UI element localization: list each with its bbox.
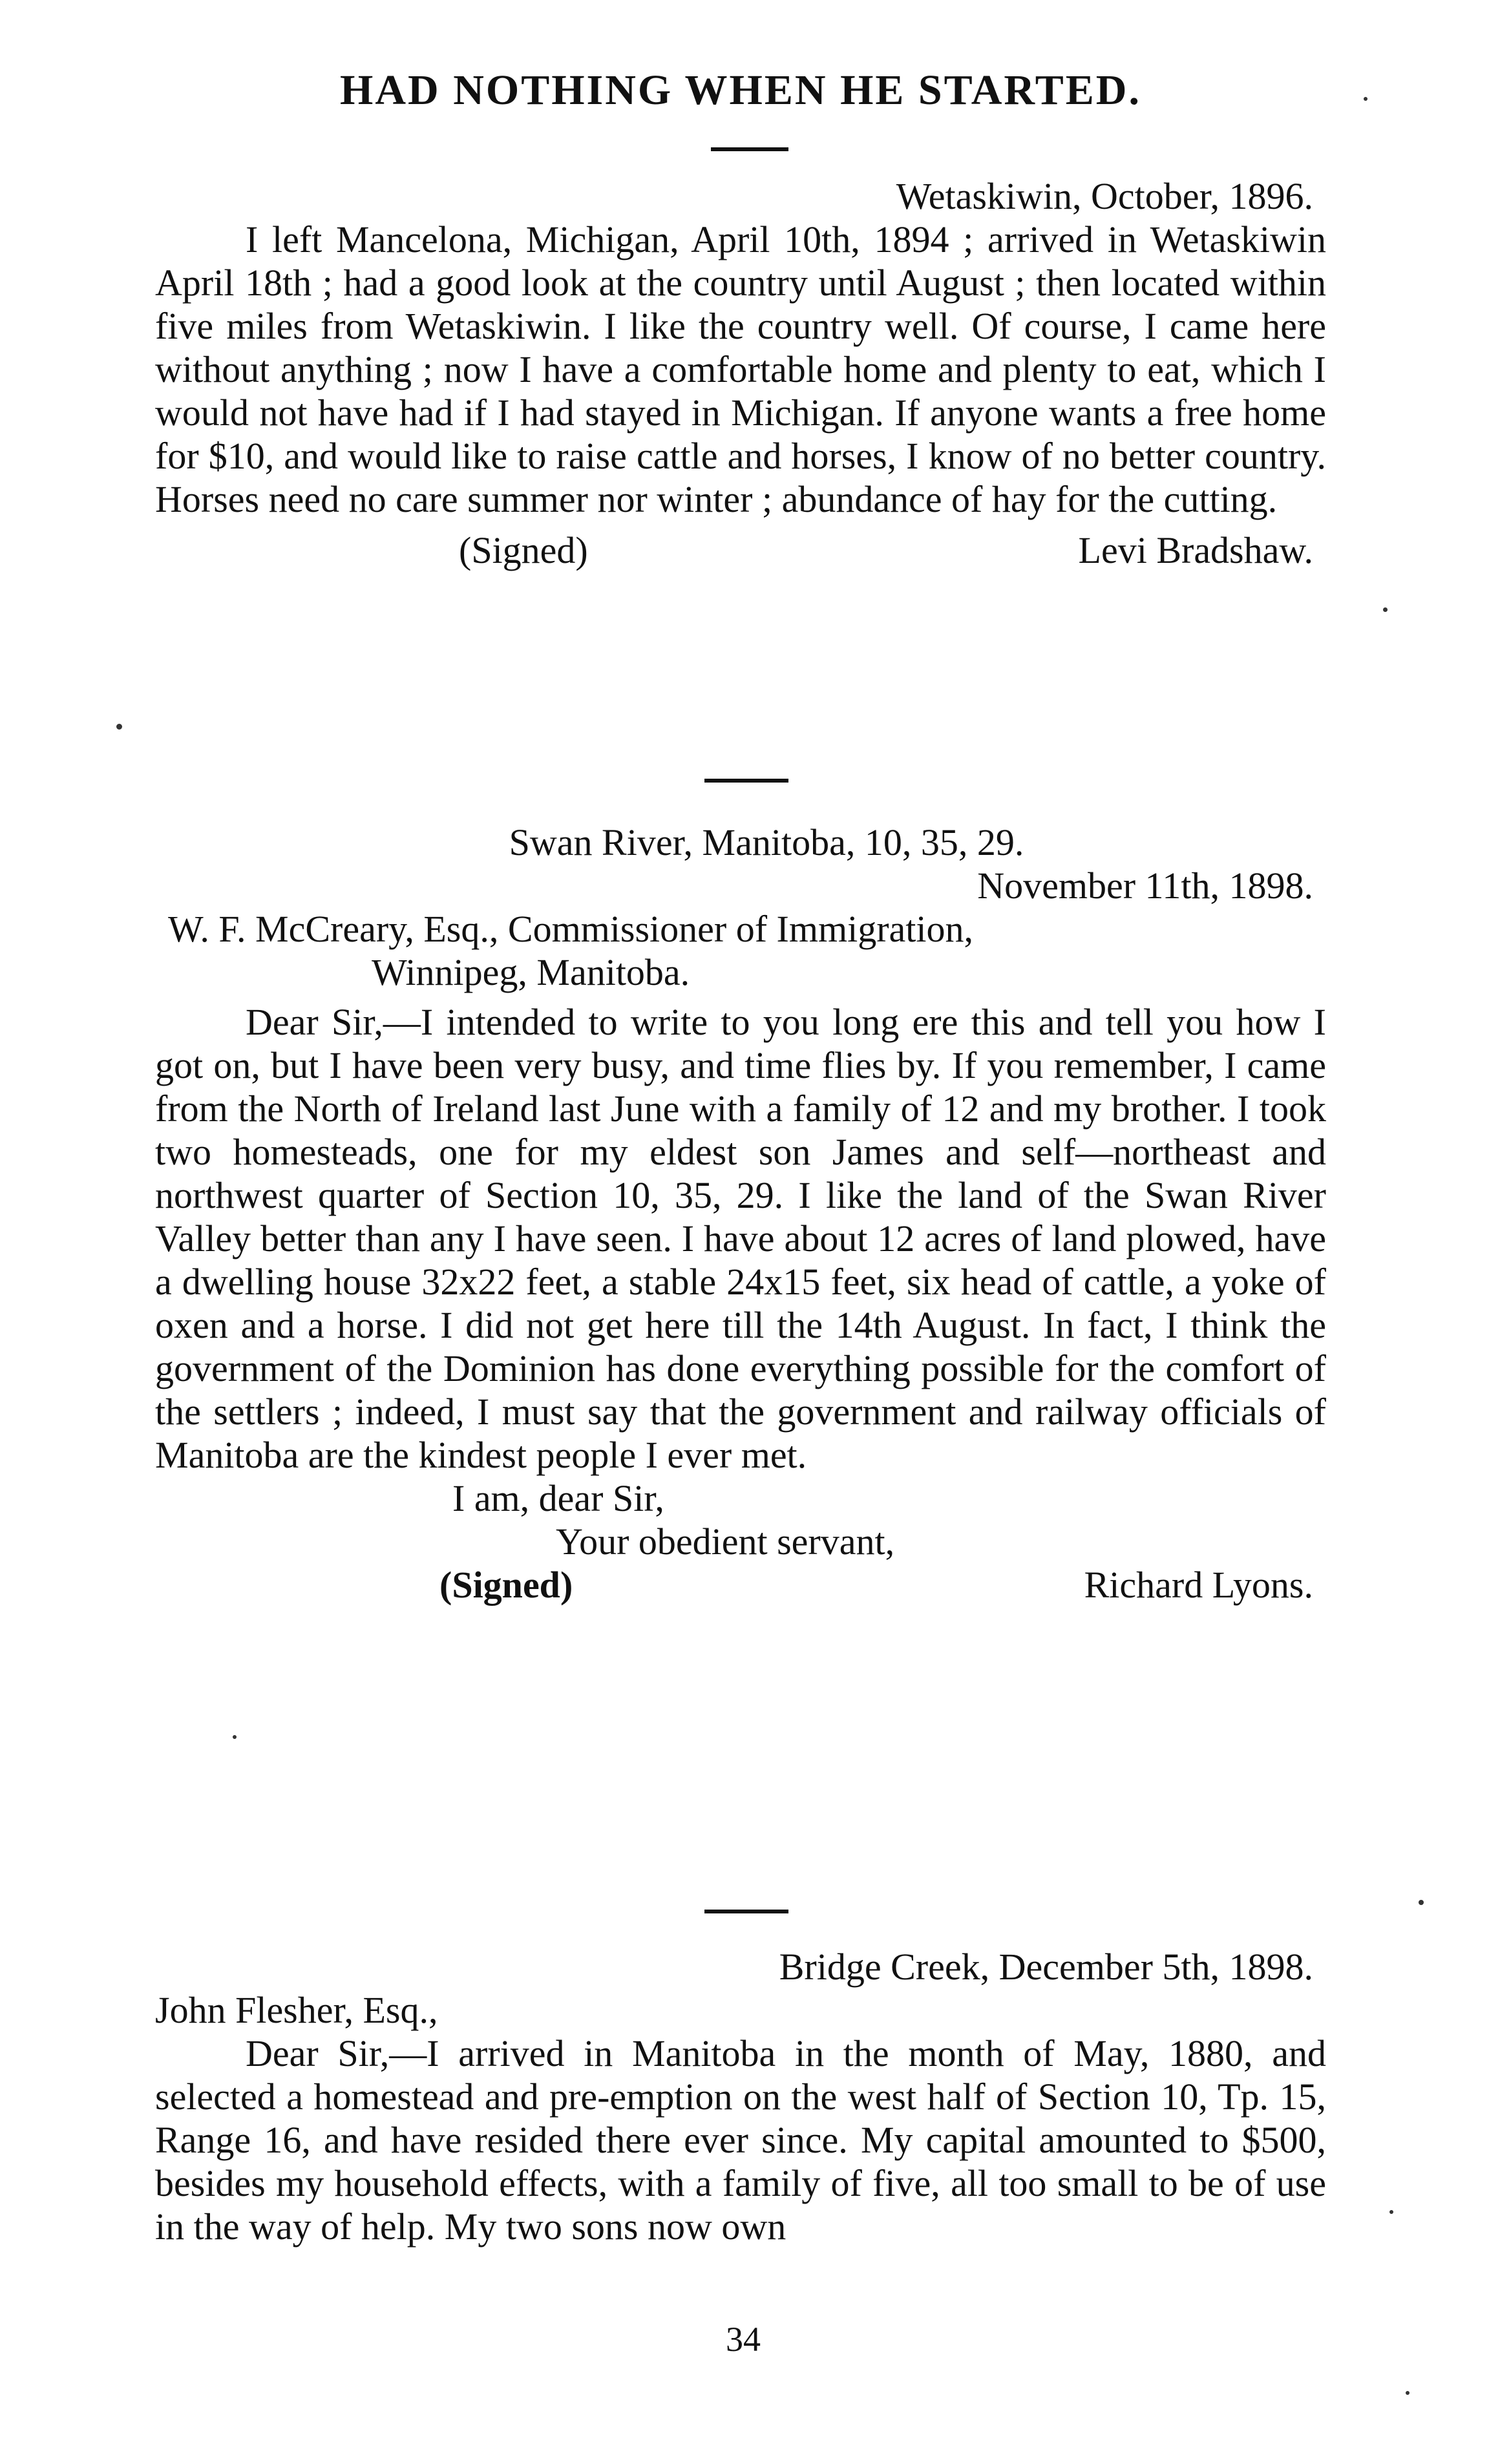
- letter-3-addressee: John Flesher, Esq.,: [155, 1989, 438, 2031]
- page-number: 34: [726, 2320, 761, 2359]
- letter-2-closing-2: Your obedient servant,: [556, 1521, 895, 1563]
- scan-speck: [1383, 607, 1388, 612]
- letter-1-body: I left Mancelona, Michigan, April 10th, 1894 ; arrived in Wetaskiwin April 18th ; had a good look at the country until August ; then located within five miles from Wetaskiwin. I like the country well. Of course, I came here without anything ; now I have a comfortable home and plenty to eat, which I would not have had if I had stayed in Michigan. If anyone wants a free home for $10, and would like to raise cattle and horses, I know of no better country. Horses need no care summer nor winter ; abundance of hay for the cutting.: [155, 218, 1326, 520]
- letter-2-body: Dear Sir,—I intended to write to you long ere this and tell you how I got on, but I have been very busy, and time flies by. If you remember, I came from the North of Ireland last June with a family of 12 and my brother. I took two homesteads, one for my eldest son James and self—northeast and northwest quarter of Section 10, 35, 29. I like the land of the Swan River Valley better than any I have seen. I have about 12 acres of land plowed, have a dwelling house 32x22 feet, a stable 24x15 feet, six head of cattle, a yoke of oxen and a horse. I did not get here till the 14th August. In fact, I think the government of the Dominion has done everything possible for the comfort of the settlers ; indeed, I must say that the government and railway officials of Manitoba are the kindest people I ever met.: [155, 1001, 1326, 1476]
- page-heading: HAD NOTHING WHEN HE STARTED.: [340, 67, 1141, 114]
- letter-2-date: November 11th, 1898.: [977, 865, 1313, 907]
- letter-2-addressee-line-1: W. F. McCreary, Esq., Commissioner of Immigration,: [168, 908, 973, 950]
- letter-1-signed-label: (Signed): [459, 529, 588, 571]
- letter-3: [155, 1945, 1326, 2248]
- letter-1-signature: Levi Bradshaw.: [1078, 529, 1313, 571]
- letter-2-signature-row: [155, 1563, 1326, 1606]
- scan-speck: [116, 724, 122, 730]
- letter-1-signature-row: [155, 529, 1326, 572]
- letter-1-dateline: Wetaskiwin, October, 1896.: [896, 175, 1313, 217]
- scan-speck: [1406, 2391, 1410, 2395]
- letter-2-signature: Richard Lyons.: [1084, 1564, 1313, 1606]
- letter-2-closing-1: I am, dear Sir,: [452, 1477, 664, 1519]
- scan-speck: [1389, 2210, 1393, 2214]
- letter-2: [155, 821, 1326, 1606]
- heading-rule: [711, 147, 788, 151]
- scan-speck: [233, 1735, 237, 1739]
- letter-2-location: Swan River, Manitoba, 10, 35, 29.: [509, 821, 1024, 863]
- scan-speck: [1364, 97, 1368, 101]
- scan-speck: [1419, 1900, 1424, 1905]
- divider-rule-2: [704, 1910, 788, 1913]
- letter-2-addressee-line-2: Winnipeg, Manitoba.: [372, 951, 690, 993]
- divider-rule-1: [704, 779, 788, 783]
- letter-1: [155, 174, 1326, 572]
- letter-3-dateline: Bridge Creek, December 5th, 1898.: [779, 1946, 1313, 1988]
- letter-2-signed-label: (Signed): [439, 1564, 573, 1606]
- letter-3-body: Dear Sir,—I arrived in Manitoba in the month of May, 1880, and selected a homestead and pre-emption on the west half of Section 10, Tp. 15, Range 16, and have resided there ever since. My capital amounted to $500, besides my household effects, with a family of five, all too small to be of use in the way of help. My two sons now own: [155, 2032, 1326, 2248]
